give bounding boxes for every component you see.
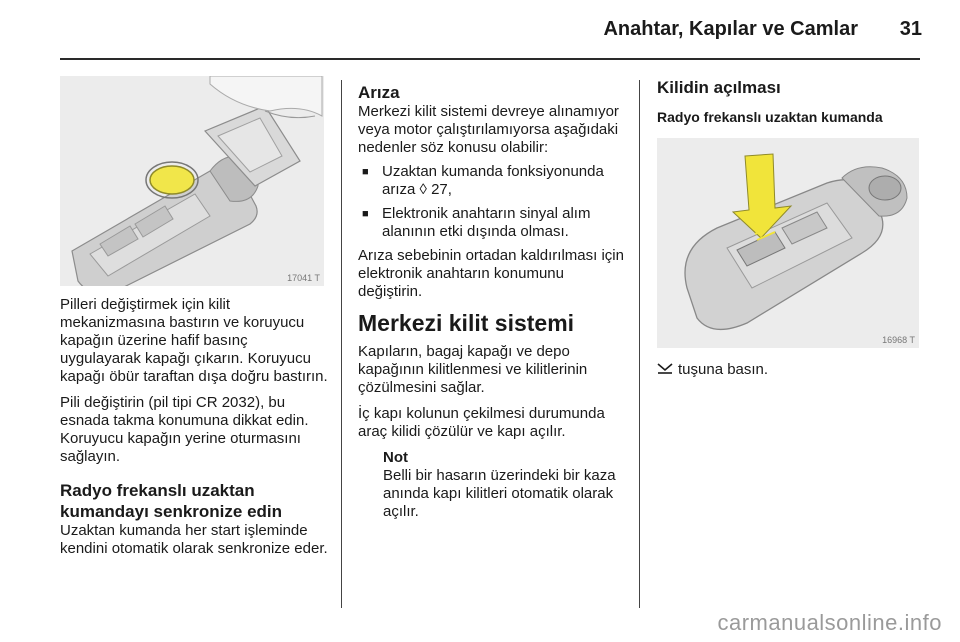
bullet-item: [358, 205, 626, 241]
figure-code: 16968 T: [882, 335, 915, 345]
instruction-text: tuşuna basın.: [678, 361, 769, 378]
bullet-item: [358, 163, 626, 199]
central-locking-heading: Merkezi kilit sistemi: [358, 310, 575, 336]
bullet-text: Uzaktan kumanda fonksiyonunda arıza ◊ 27,: [382, 163, 604, 198]
key-battery-illustration: [60, 76, 324, 286]
column-3-header: [657, 78, 927, 134]
column-divider-2: [639, 80, 640, 608]
unlock-symbol-icon: [657, 361, 673, 379]
fault-heading: Arıza: [358, 83, 400, 102]
key-battery-figure: [60, 76, 324, 286]
paragraph: Pilleri değiştirmek için kilit mekanizmasına bastırın ve koruyucu kapağın üzerine hafif basınç uygulayarak kapağı çıkarın. Koruyucu kapağı öbür taraftan dışa doğru bastırın.: [60, 296, 328, 385]
note-text: Belli bir hasarın üzerindeki bir kaza anında kapı kilitleri otomatik olarak açılır.: [383, 467, 616, 520]
remote-key-figure: [657, 138, 919, 348]
header-rule: [60, 58, 920, 60]
bullet-square-icon: ■: [362, 208, 369, 220]
note-label: Not: [383, 449, 408, 466]
column-3-instruction: [657, 361, 927, 379]
column-2-text: [358, 82, 626, 521]
page-header-title: Anahtar, Kapılar ve Camlar: [603, 18, 858, 40]
column-1-text: [60, 296, 328, 566]
battery-icon: [150, 166, 194, 194]
remote-key-illustration: [657, 138, 919, 348]
bullet-text: Elektronik anahtarın sinyal alım alanının etki dışında olması.: [382, 205, 591, 240]
remote-subheading: Radyo frekanslı uzaktan kumanda: [657, 109, 883, 125]
unlocking-heading: Kilidin açılması: [657, 78, 781, 97]
section-heading: Radyo frekanslı uzaktan kumandayı senkronize edin: [60, 481, 283, 521]
paragraph: Kapıların, bagaj kapağı ve depo kapağının kilitlenmesi ve kilitlerinin çözülmesini sağlar.: [358, 343, 588, 396]
paragraph: Arıza sebebinin ortadan kaldırılması için elektronik anahtarın konumunu değiştirin.: [358, 247, 624, 300]
column-divider-1: [341, 80, 342, 608]
figure-code: 17041 T: [287, 273, 320, 283]
paragraph: Merkezi kilit sistemi devreye alınamıyor veya motor çalıştırılamıyorsa aşağıdaki nedenler söz konusu olabilir:: [358, 103, 619, 156]
paragraph: Uzaktan kumanda her start işleminde kendini otomatik olarak senkronize eder.: [60, 522, 328, 557]
paragraph: İç kapı kolunun çekilmesi durumunda araç kilidi çözülür ve kapı açılır.: [358, 405, 605, 440]
watermark: carmanualsonline.info: [717, 610, 942, 635]
paragraph: Pili değiştirin (pil tipi CR 2032), bu esnada takma konumuna dikkat edin. Koruyucu kapağın yerine oturmasını sağlayın.: [60, 394, 309, 465]
page-number: 31: [899, 18, 922, 40]
note-box: [383, 449, 626, 521]
bullet-square-icon: ■: [362, 166, 369, 178]
